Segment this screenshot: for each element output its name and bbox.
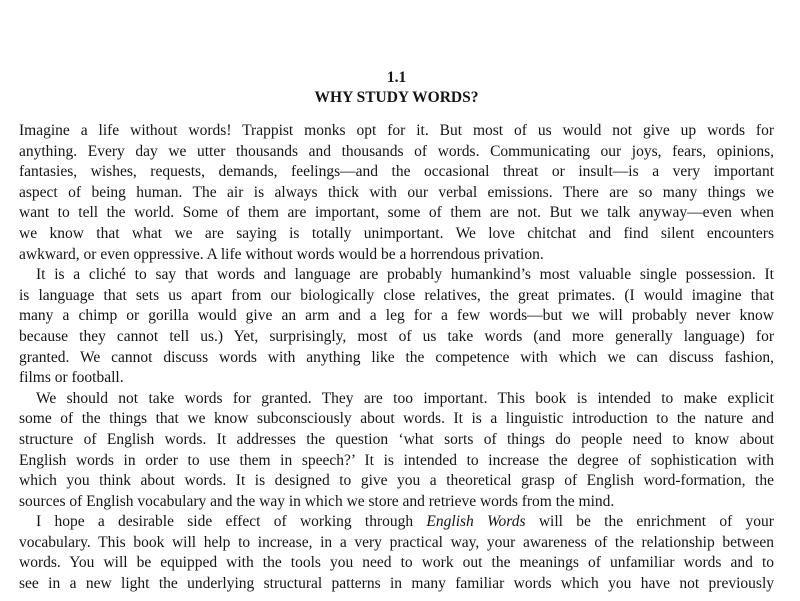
paragraph-line: we know that what we are saying is totally unimportant. We love chitchat and find silent encounters bbox=[19, 224, 774, 242]
paragraph-line: words. You will be equipped with the tools you need to work out the meanings of unfamiliar words and to bbox=[19, 554, 774, 572]
paragraph-line: awkward, or even oppressive. A life without words would be a horrendous privation. bbox=[19, 245, 544, 263]
paragraph-line: because they cannot tell us.) Yet, surprisingly, most of us take words (and more generally language) for bbox=[19, 327, 774, 345]
paragraph-line: some of the things that we know subconsciously about words. It is a linguistic introduction to the nature and bbox=[19, 410, 774, 428]
paragraph-line: structure of English words. It addresses the question ‘what sorts of things do people need to know about bbox=[19, 430, 774, 448]
book-title: English Words bbox=[426, 513, 526, 531]
paragraph-line: want to tell the world. Some of them are important, some of them are not. But we talk anyway—even when bbox=[19, 204, 774, 222]
paragraph-4 bbox=[19, 512, 774, 594]
paragraph-1 bbox=[19, 121, 774, 265]
paragraph-line: vocabulary. This book will help to increase, in a very practical way, your awareness of the relationship between bbox=[19, 533, 774, 551]
paragraph-line: aspect of being human. The air is always thick with our verbal emissions. There are so many things we bbox=[19, 183, 774, 201]
paragraph-line bbox=[19, 512, 774, 533]
paragraph-text: I hope a desirable side effect of working through bbox=[36, 513, 427, 531]
paragraph-line: fantasies, wishes, requests, demands, feelings—and the occasional threat or insult—is a very important bbox=[19, 163, 774, 181]
paragraph-line: English words in order to use them in speech?’ It is intended to increase the degree of sophistication with bbox=[19, 451, 774, 469]
paragraph-line: films or football. bbox=[19, 369, 124, 387]
paragraph-line: granted. We cannot discuss words with anything like the competence with which we can discuss fashion, bbox=[19, 348, 774, 366]
paragraph-line: sources of English vocabulary and the way in which we store and retrieve words from the mind. bbox=[19, 492, 615, 510]
book-page bbox=[19, 68, 774, 595]
paragraph-text: will be the enrichment of your bbox=[525, 513, 774, 531]
paragraph-line: which you think about words. It is designed to give you a theoretical grasp of English word-formation, the bbox=[19, 472, 774, 490]
paragraph-line: see in a new light the underlying structural patterns in many familiar words which you have not previously bbox=[19, 575, 774, 593]
paragraph-line: It is a cliché to say that words and language are probably humankind’s most valuable single possession. It bbox=[36, 266, 774, 284]
paragraph-line: We should not take words for granted. They are too important. This book is intended to make explicit bbox=[36, 389, 774, 407]
paragraph-line: is language that sets us apart from our biologically close relatives, the great primates. (I would imagine that bbox=[19, 286, 774, 304]
section-number: 1.1 bbox=[386, 69, 407, 86]
paragraph-line: anything. Every day we utter thousands and thousands of words. Communicating our joys, fears, opinions, bbox=[19, 142, 774, 160]
paragraph-3 bbox=[19, 389, 774, 513]
paragraph-line: Imagine a life without words! Trappist monks opt for it. But most of us would not give up words for bbox=[19, 122, 774, 139]
section-title: WHY STUDY WORDS? bbox=[314, 89, 479, 106]
paragraph-line: many a chimp or gorilla would give an arm and a leg for a few words—but we will probably never know bbox=[19, 307, 774, 325]
paragraph-2 bbox=[19, 265, 774, 389]
